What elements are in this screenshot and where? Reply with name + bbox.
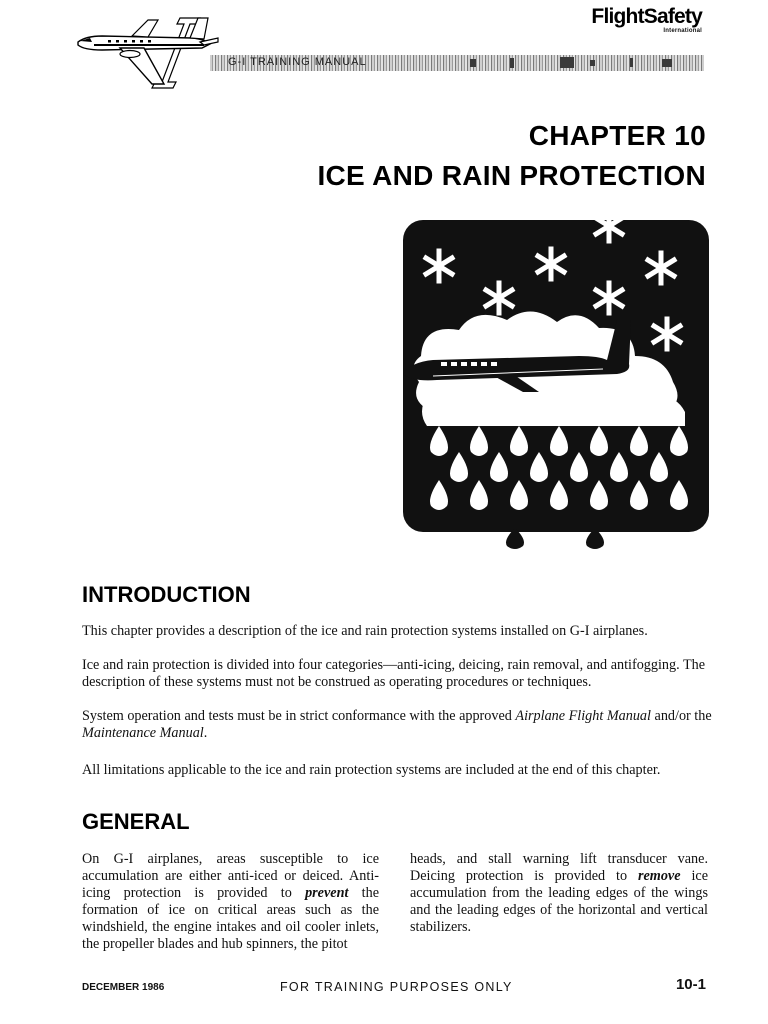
introduction-heading: INTRODUCTION <box>82 582 251 607</box>
footer-date: DECEMBER 1986 <box>82 982 165 993</box>
text-span: the formation of ice on critical areas such as the windshield, the engine intakes and oil cooler inlets, the propeller blades and hub spinners, the pitot <box>82 885 379 952</box>
emphasis-prevent: prevent <box>305 885 349 901</box>
page-number: 10-1 <box>675 976 706 993</box>
maintenance-manual-ref: Maintenance Manual <box>82 725 204 741</box>
intro-paragraph-1: This chapter provides a description of the ice and rain protection systems installed on G-I airplanes. <box>82 623 648 639</box>
text-span: On G-I airplanes, areas susceptible to ice accumulation are either anti-iced or deiced. Anti-icing protection is provided to <box>82 851 379 901</box>
intro-paragraph-4: All limitations applicable to the ice and rain protection systems are included at the end of this chapter. <box>82 762 661 778</box>
manual-title: G-I TRAINING MANUAL <box>228 56 367 68</box>
chapter-number: CHAPTER 10 <box>528 120 706 151</box>
footer-notice: FOR TRAINING PURPOSES ONLY <box>280 980 513 994</box>
header-band <box>210 55 704 71</box>
general-heading: GENERAL <box>82 809 190 834</box>
intro-paragraph-2: Ice and rain protection is divided into four categories—anti-icing, deicing, rain removal, and antifogging. The description of these systems must not be construed as operating procedures or techniques. <box>82 657 706 690</box>
brand-logo <box>591 6 702 34</box>
text-span: . <box>203 725 208 741</box>
emphasis-remove: remove <box>637 868 681 884</box>
airplane-flight-manual-ref: Airplane Flight Manual <box>515 708 651 724</box>
text-span: heads, and stall warning lift transducer vane. Deicing protection is provided to <box>410 851 708 884</box>
airplane-logo-icon <box>72 12 222 90</box>
general-column-left <box>82 851 379 953</box>
text-span: ice accumulation from the leading edges of the wings and the leading edges of the horizontal and vertical stabilizers. <box>410 868 708 935</box>
brand-subtitle: International <box>663 28 702 34</box>
text-span: and/or the <box>650 708 712 724</box>
general-column-right <box>410 851 708 936</box>
intro-paragraph-3 <box>82 708 712 742</box>
airplane-snow-rain-illustration <box>403 206 709 551</box>
brand-name: FlightSafety <box>591 5 702 28</box>
text-span: System operation and tests must be in strict conformance with the approved <box>82 708 516 724</box>
chapter-title: ICE AND RAIN PROTECTION <box>317 160 706 191</box>
